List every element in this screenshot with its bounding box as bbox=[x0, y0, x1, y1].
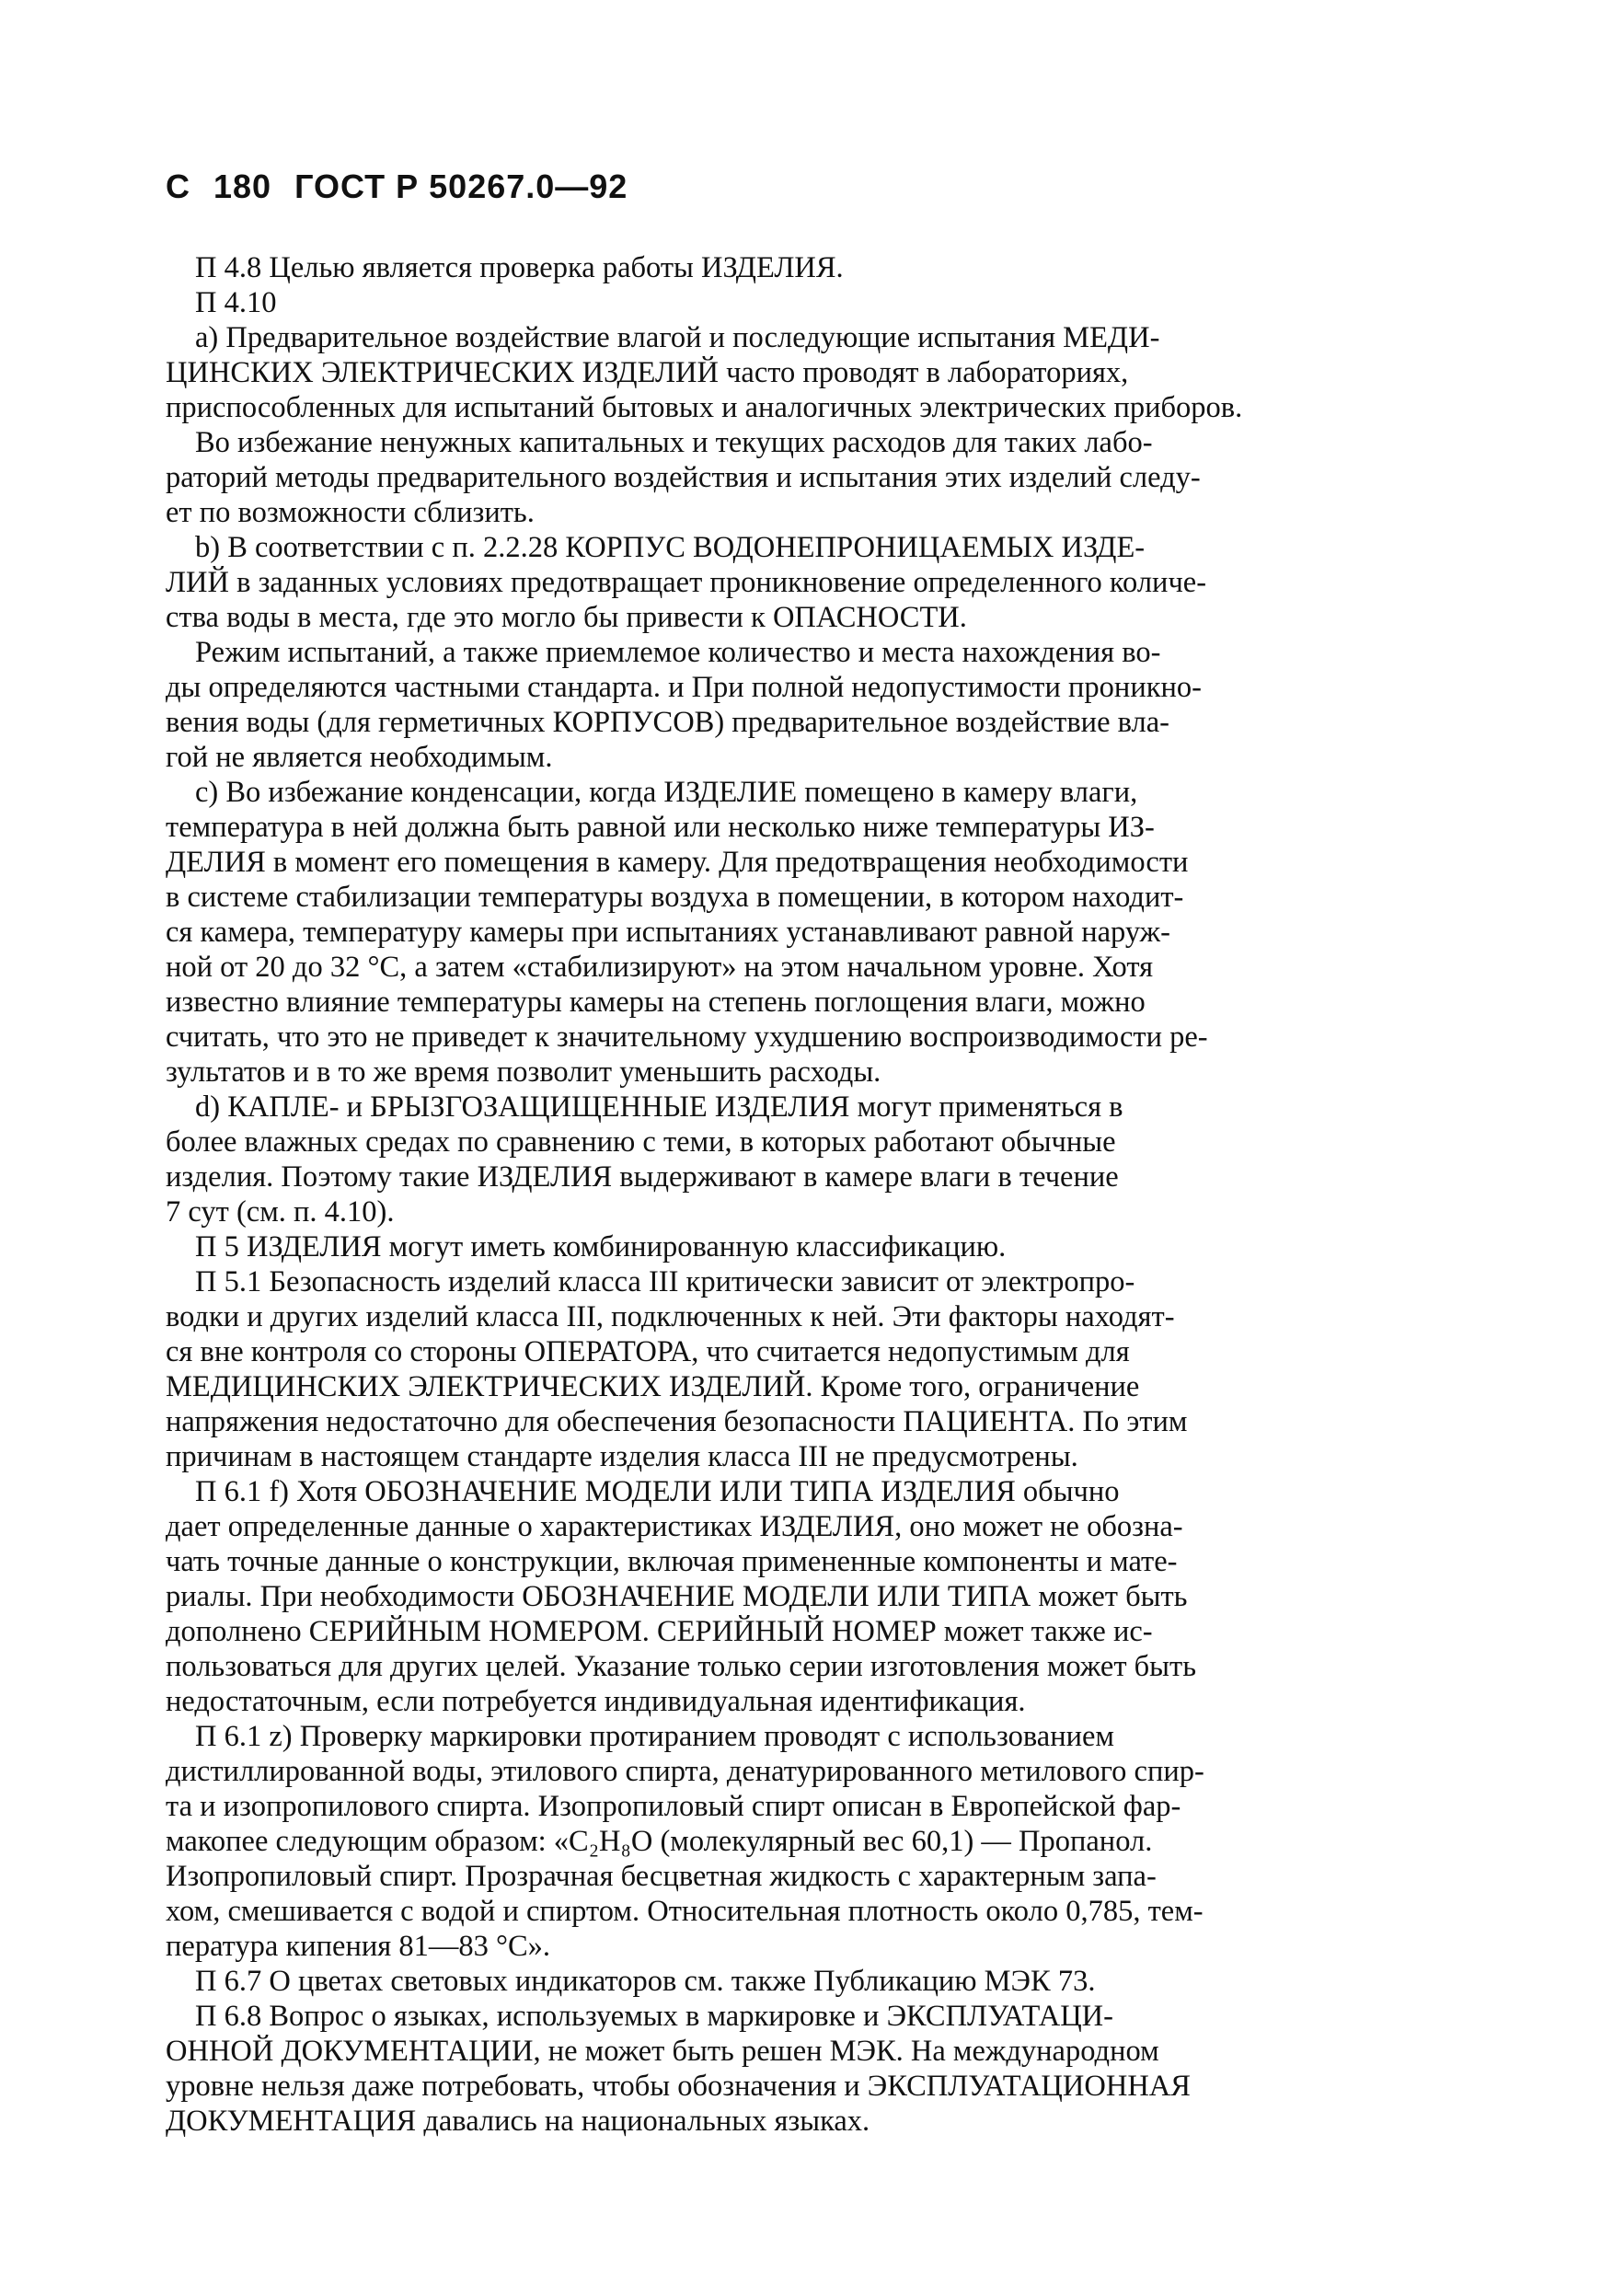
text-line: температура в ней должна быть равной или несколько ниже температуры ИЗ- bbox=[166, 811, 1155, 844]
text-line: П 5 ИЗДЕЛИЯ могут иметь комбинированную классификацию. bbox=[195, 1230, 1007, 1263]
text-line: уровне нельзя даже потребовать, чтобы обозначения и ЭКСПЛУАТАЦИОННАЯ bbox=[166, 2070, 1191, 2103]
text-line: П 6.1 f) Хотя ОБОЗНАЧЕНИЕ МОДЕЛИ ИЛИ ТИПА ИЗДЕЛИЯ обычно bbox=[195, 1475, 1120, 1508]
text-line: вения воды (для герметичных КОРПУСОВ) предварительное воздействие вла- bbox=[166, 706, 1170, 739]
text-line: ОННОЙ ДОКУМЕНТАЦИИ, не может быть решен МЭК. На международном bbox=[166, 2035, 1159, 2068]
text-line: макопее следующим образом: «C₂H₈O (молекулярный вес 60,1) — Пропанол. bbox=[166, 1825, 1153, 1858]
text-line: дистиллированной воды, этилового спирта, денатурированного метилового спир- bbox=[166, 1755, 1204, 1788]
text-line: ства воды в места, где это могло бы привести к ОПАСНОСТИ. bbox=[166, 601, 967, 634]
text-line: ЛИЙ в заданных условиях предотвращает проникновение определенного количе- bbox=[166, 566, 1207, 599]
header-mark: С bbox=[166, 167, 190, 205]
text-line: 7 сут (см. п. 4.10). bbox=[166, 1195, 395, 1229]
text-line: П 6.8 Вопрос о языках, используемых в маркировке и ЭКСПЛУАТАЦИ- bbox=[195, 2000, 1113, 2033]
text-line: раторий методы предварительного воздействия и испытания этих изделий следу- bbox=[166, 461, 1201, 494]
text-line: П 4.8 Целью является проверка работы ИЗДЕЛИЯ. bbox=[195, 251, 844, 284]
text-line: П 6.7 О цветах световых индикаторов см. также Публикацию МЭК 73. bbox=[195, 1965, 1096, 1998]
text-line: П 6.1 z) Проверку маркировки протиранием проводят с использованием bbox=[195, 1720, 1114, 1753]
text-line: с) Во избежание конденсации, когда ИЗДЕЛИЕ помещено в камеру влаги, bbox=[195, 776, 1138, 809]
text-line: дает определенные данные о характеристиках ИЗДЕЛИЯ, оно может не обозна- bbox=[166, 1510, 1183, 1543]
text-line: Режим испытаний, а также приемлемое количество и места нахождения во- bbox=[195, 636, 1161, 669]
text-line: хом, смешивается с водой и спиртом. Относительная плотность около 0,785, тем- bbox=[166, 1895, 1204, 1928]
standard-designation: ГОСТ Р 50267.0—92 bbox=[294, 167, 628, 205]
text-line: пература кипения 81—83 °С». bbox=[166, 1930, 551, 1963]
page-number: 180 bbox=[213, 167, 272, 205]
text-line: ет по возможности сблизить. bbox=[166, 496, 535, 529]
text-line: изделия. Поэтому такие ИЗДЕЛИЯ выдерживают в камере влаги в течение bbox=[166, 1160, 1119, 1194]
text-line: ДОКУМЕНТАЦИЯ давались на национальных языках. bbox=[166, 2105, 870, 2138]
text-line: гой не является необходимым. bbox=[166, 741, 553, 774]
text-line: ЦИНСКИХ ЭЛЕКТРИЧЕСКИХ ИЗДЕЛИЙ часто проводят в лабораториях, bbox=[166, 356, 1129, 389]
text-line: ды определяются частными стандарта. и При полной недопустимости проникно- bbox=[166, 671, 1202, 704]
text-line: Изопропиловый спирт. Прозрачная бесцветная жидкость с характерным запа- bbox=[166, 1860, 1157, 1893]
text-line: известно влияние температуры камеры на степень поглощения влаги, можно bbox=[166, 986, 1146, 1019]
text-line: ДЕЛИЯ в момент его помещения в камеру. Для предотвращения необходимости bbox=[166, 846, 1189, 879]
text-line: водки и других изделий класса III, подключенных к ней. Эти факторы находят- bbox=[166, 1300, 1175, 1333]
text-line: риалы. При необходимости ОБОЗНАЧЕНИЕ МОДЕЛИ ИЛИ ТИПА может быть bbox=[166, 1580, 1188, 1613]
text-line: d) КАПЛЕ- и БРЫЗГОЗАЩИЩЕННЫЕ ИЗДЕЛИЯ могут применяться в bbox=[195, 1090, 1123, 1124]
text-line: причинам в настоящем стандарте изделия класса III не предусмотрены. bbox=[166, 1440, 1078, 1473]
text-line: приспособленных для испытаний бытовых и аналогичных электрических приборов. bbox=[166, 391, 1243, 424]
text-line: П 4.10 bbox=[195, 286, 277, 319]
text-line: более влажных средах по сравнению с теми, в которых работают обычные bbox=[166, 1125, 1116, 1159]
text-line: пользоваться для других целей. Указание только серии изготовления может быть bbox=[166, 1650, 1197, 1683]
text-line: b) В соответствии с п. 2.2.28 КОРПУС ВОДОНЕПРОНИЦАЕМЫХ ИЗДЕ- bbox=[195, 531, 1146, 564]
text-line: МЕДИЦИНСКИХ ЭЛЕКТРИЧЕСКИХ ИЗДЕЛИЙ. Кроме того, ограничение bbox=[166, 1370, 1140, 1403]
text-line: зультатов и в то же время позволит уменьшить расходы. bbox=[166, 1056, 881, 1089]
document-body bbox=[166, 250, 1431, 2139]
text-line: ся вне контроля со стороны ОПЕРАТОРА, что считается недопустимым для bbox=[166, 1335, 1130, 1368]
text-line: П 5.1 Безопасность изделий класса III критически зависит от электропро- bbox=[195, 1265, 1135, 1298]
text-line: ся камера, температуру камеры при испытаниях устанавливают равной наруж- bbox=[166, 916, 1170, 949]
text-line: напряжения недостаточно для обеспечения безопасности ПАЦИЕНТА. По этим bbox=[166, 1405, 1188, 1438]
text-line: ной от 20 до 32 °С, а затем «стабилизируют» на этом начальном уровне. Хотя bbox=[166, 951, 1154, 984]
text-line: Во избежание ненужных капитальных и текущих расходов для таких лабо- bbox=[195, 426, 1153, 459]
page-header bbox=[166, 167, 640, 206]
text-line: считать, что это не приведет к значительному ухудшению воспроизводимости ре- bbox=[166, 1021, 1208, 1054]
text-line: та и изопропилового спирта. Изопропиловый спирт описан в Европейской фар- bbox=[166, 1790, 1181, 1823]
text-line: дополнено СЕРИЙНЫМ НОМЕРОМ. СЕРИЙНЫЙ НОМЕР может также ис- bbox=[166, 1615, 1153, 1648]
text-line: в системе стабилизации температуры воздуха в помещении, в котором находит- bbox=[166, 881, 1184, 914]
text-line: чать точные данные о конструкции, включая примененные компоненты и мате- bbox=[166, 1545, 1178, 1578]
text-line: а) Предварительное воздействие влагой и последующие испытания МЕДИ- bbox=[195, 321, 1160, 354]
text-line: недостаточным, если потребуется индивидуальная идентификация. bbox=[166, 1685, 1026, 1718]
